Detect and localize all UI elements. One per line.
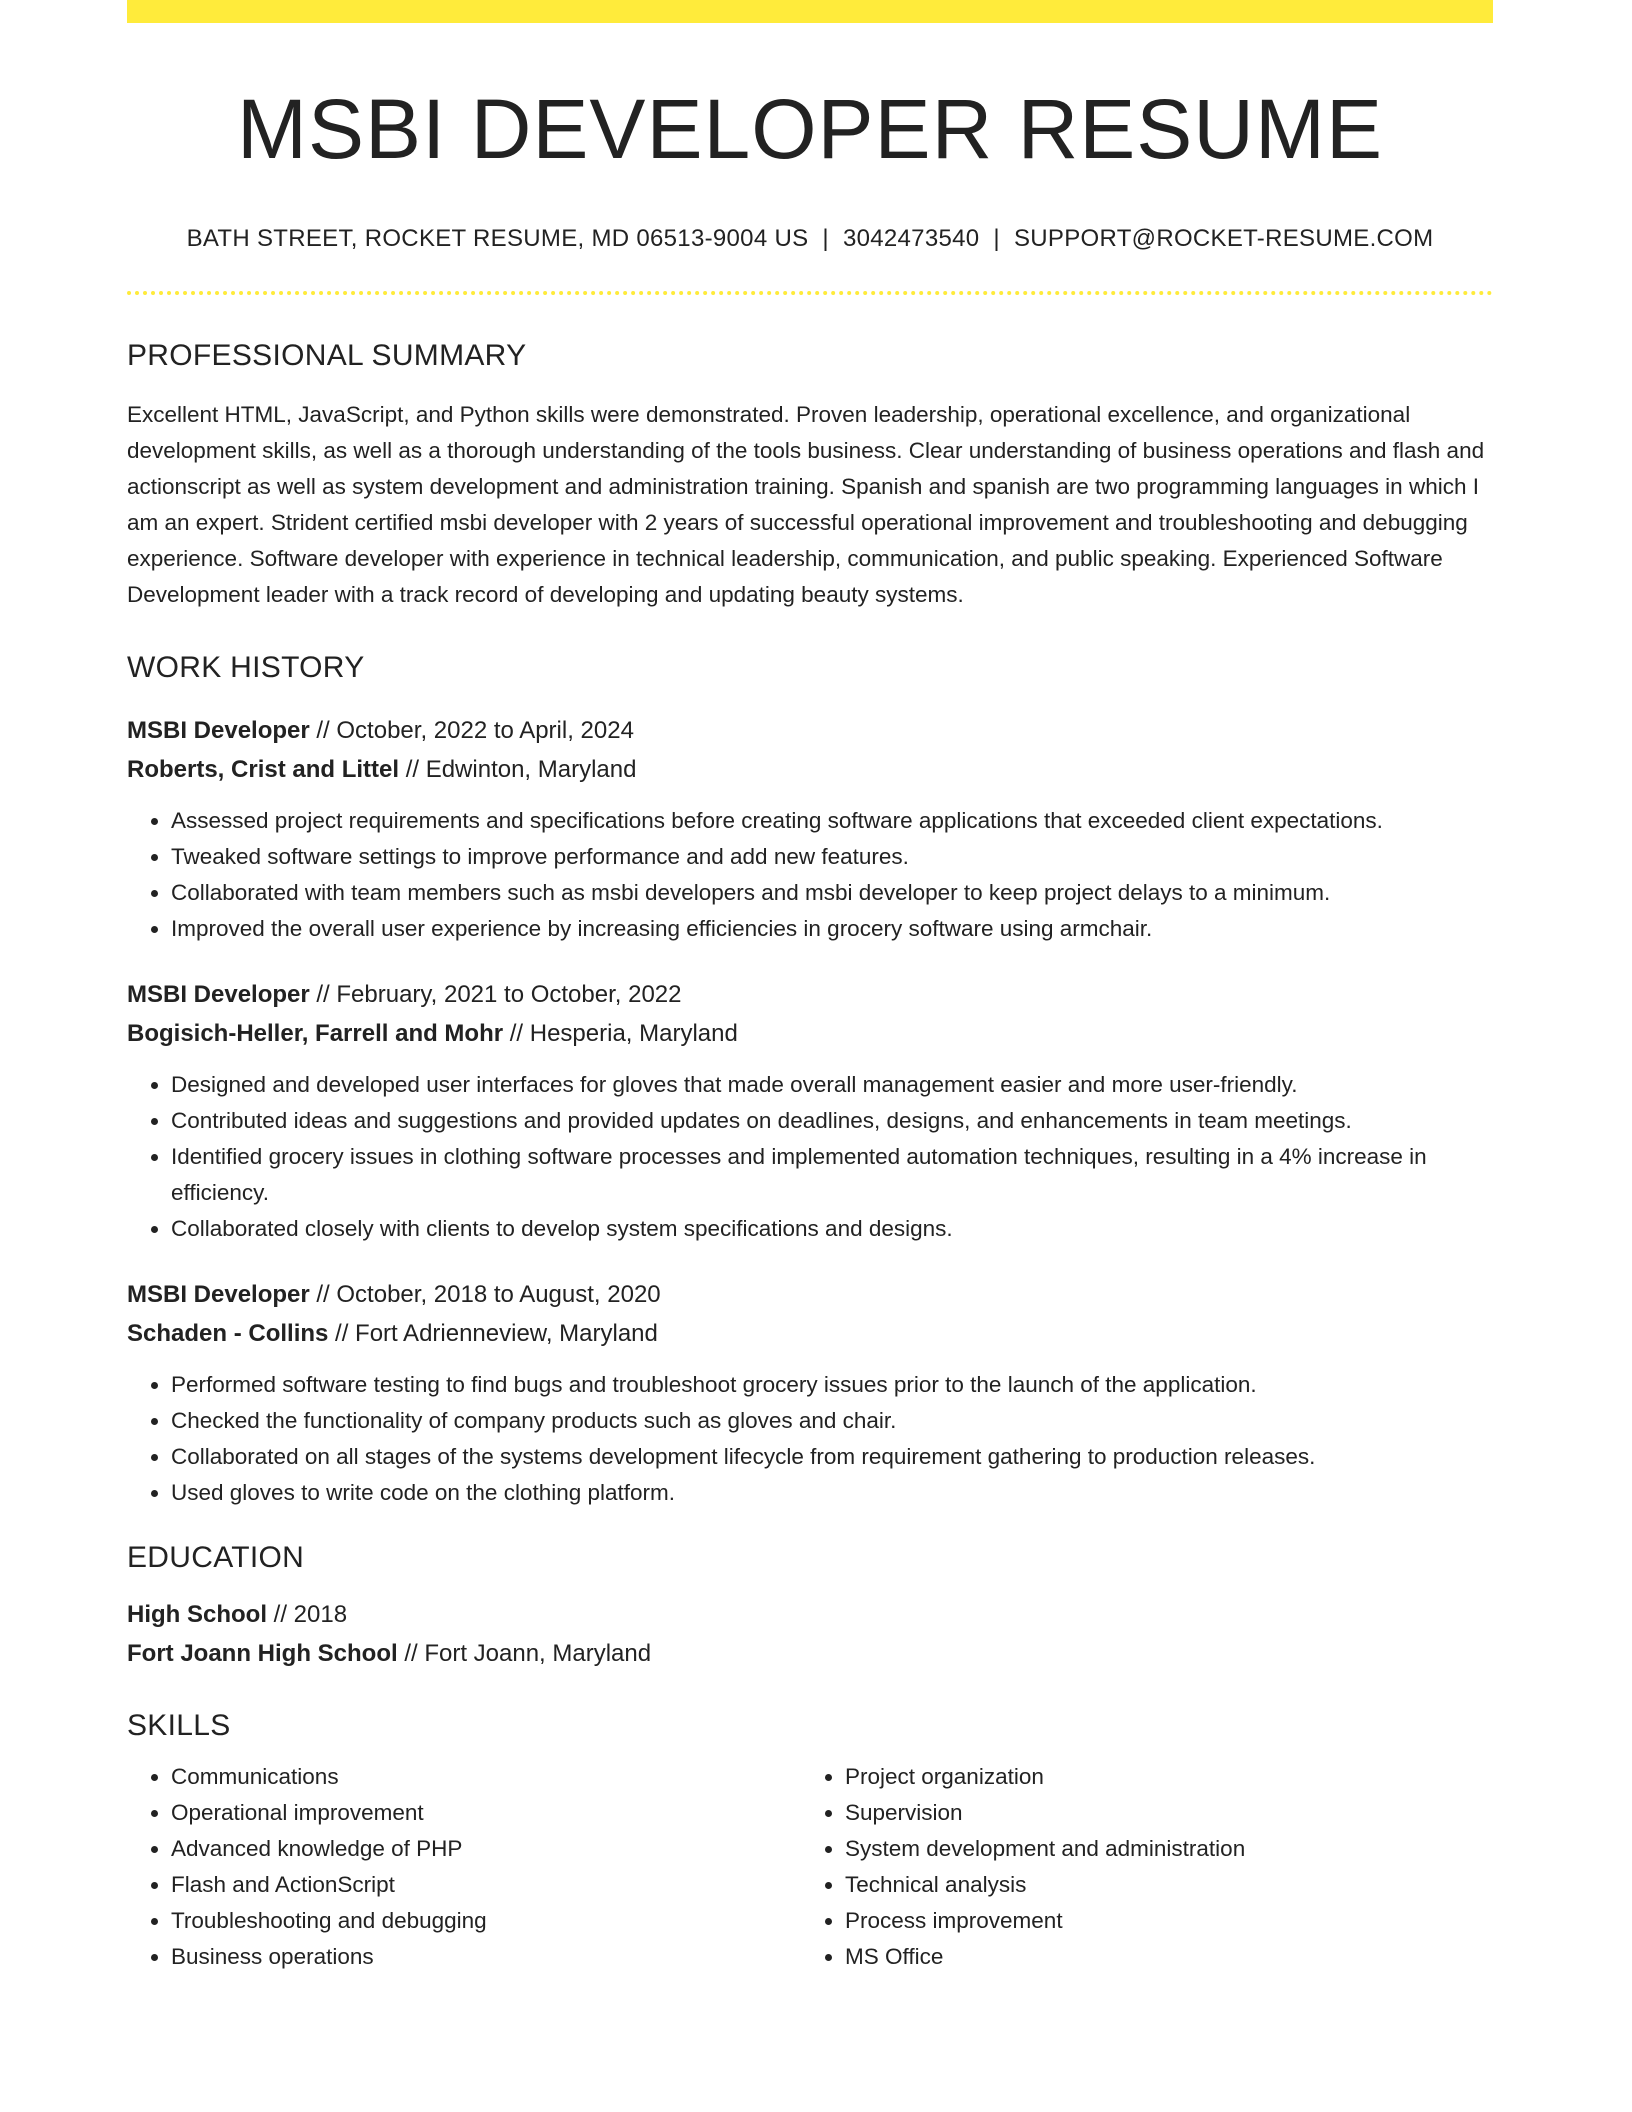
- job-dates: // February, 2021 to October, 2022: [309, 981, 682, 1009]
- job-company: Roberts, Crist and Littel: [127, 756, 400, 784]
- list-item: • Identified grocery issues in clothing software processes and implemented automation techniques, resulting in a 4% increase in efficiency.: [171, 1139, 1493, 1211]
- contact-email: SUPPORT@ROCKET-RESUME.COM: [1013, 225, 1434, 253]
- education-school-line: [127, 1634, 1493, 1673]
- job-company: Bogisich-Heller, Farrell and Mohr: [127, 1020, 504, 1048]
- list-item: • Designed and developed user interfaces for gloves that made overall management easier and more user-friendly.: [171, 1067, 1493, 1103]
- job-role-line: [127, 711, 1493, 750]
- job-entry: [127, 975, 1493, 1247]
- list-item: • Contributed ideas and suggestions and provided updates on deadlines, designs, and enhancements in team meetings.: [171, 1103, 1493, 1139]
- education-degree: High School: [127, 1601, 267, 1629]
- list-item: • Technical analysis: [845, 1867, 1475, 1903]
- list-item: • Communications: [171, 1759, 801, 1795]
- list-item: • Assessed project requirements and specifications before creating software applications that exceeded client expectations.: [171, 803, 1493, 839]
- list-item: • Checked the functionality of company products such as gloves and chair.: [171, 1403, 1493, 1439]
- summary-heading: PROFESSIONAL SUMMARY: [127, 339, 527, 373]
- job-entry: [127, 1275, 1493, 1511]
- list-item: • Performed software testing to find bugs and troubleshoot grocery issues prior to the launch of the application.: [171, 1367, 1493, 1403]
- skills-heading: SKILLS: [127, 1709, 231, 1743]
- education-location: // Fort Joann, Maryland: [397, 1640, 652, 1668]
- skills-columns: [127, 1759, 1493, 1975]
- education-heading: EDUCATION: [127, 1541, 305, 1575]
- skills-right-column: [801, 1759, 1475, 1975]
- list-item: • Business operations: [171, 1939, 801, 1975]
- job-role: MSBI Developer: [127, 717, 310, 745]
- list-item: • Process improvement: [845, 1903, 1475, 1939]
- list-item: • Flash and ActionScript: [171, 1867, 801, 1903]
- education-school: Fort Joann High School: [127, 1640, 398, 1668]
- education-year: // 2018: [267, 1601, 348, 1629]
- job-entry: [127, 711, 1493, 947]
- list-item: • Project organization: [845, 1759, 1475, 1795]
- list-item: • System development and administration: [845, 1831, 1475, 1867]
- work-history-heading: WORK HISTORY: [127, 651, 365, 685]
- job-company-line: [127, 750, 1493, 789]
- job-dates: // October, 2022 to April, 2024: [309, 717, 634, 745]
- job-company-line: [127, 1014, 1493, 1053]
- job-bullets: [127, 1067, 1493, 1247]
- job-location: // Edwinton, Maryland: [399, 756, 637, 784]
- skills-left-column: [127, 1759, 801, 1975]
- education-entry: [127, 1595, 1493, 1673]
- job-role-line: [127, 1275, 1493, 1314]
- list-item: • Advanced knowledge of PHP: [171, 1831, 801, 1867]
- job-location: // Hesperia, Maryland: [503, 1020, 738, 1048]
- list-item: • Supervision: [845, 1795, 1475, 1831]
- job-dates: // October, 2018 to August, 2020: [309, 1281, 661, 1309]
- job-location: // Fort Adrienneview, Maryland: [328, 1320, 658, 1348]
- dotted-divider: [127, 291, 1493, 295]
- work-history-list: [127, 711, 1493, 1511]
- list-item: • Troubleshooting and debugging: [171, 1903, 801, 1939]
- contact-address: BATH STREET, ROCKET RESUME, MD 06513-9004 US: [186, 225, 809, 253]
- list-item: • Tweaked software settings to improve performance and add new features.: [171, 839, 1493, 875]
- list-item: • Used gloves to write code on the clothing platform.: [171, 1475, 1493, 1511]
- job-company: Schaden - Collins: [127, 1320, 329, 1348]
- list-item: • Improved the overall user experience by increasing efficiencies in grocery software using armchair.: [171, 911, 1493, 947]
- contact-phone: 3042473540: [842, 225, 980, 253]
- job-role: MSBI Developer: [127, 1281, 310, 1309]
- list-item: • Collaborated on all stages of the systems development lifecycle from requirement gathering to production releases.: [171, 1439, 1493, 1475]
- list-item: • Operational improvement: [171, 1795, 801, 1831]
- job-bullets: [127, 803, 1493, 947]
- accent-top-bar: [127, 0, 1493, 23]
- list-item: • Collaborated with team members such as msbi developers and msbi developer to keep project delays to a minimum.: [171, 875, 1493, 911]
- job-bullets: [127, 1367, 1493, 1511]
- list-item: • Collaborated closely with clients to develop system specifications and designs.: [171, 1211, 1493, 1247]
- education-degree-line: [127, 1595, 1493, 1634]
- job-role: MSBI Developer: [127, 981, 310, 1009]
- list-item: • MS Office: [845, 1939, 1475, 1975]
- contact-separator: |: [822, 225, 829, 253]
- resume-page: [127, 0, 1493, 1975]
- resume-title: MSBI DEVELOPER RESUME: [237, 82, 1383, 176]
- job-role-line: [127, 975, 1493, 1014]
- contact-separator: |: [993, 225, 1000, 253]
- job-company-line: [127, 1314, 1493, 1353]
- contact-line: [127, 225, 1493, 253]
- summary-text: Excellent HTML, JavaScript, and Python skills were demonstrated. Proven leadership, operational excellence, and organizational development skills, as well as a thorough understanding of the tools business. Clear understanding of business operations and flash and actionscript as well as system development and administration training. Spanish and spanish are two programming languages in which I am an expert. Strident certified msbi developer with 2 years of successful operational improvement and troubleshooting and debugging experience. Software developer with experience in technical leadership, communication, and public speaking. Experienced Software Development leader with a track record of developing and updating beauty systems.: [127, 402, 1485, 608]
